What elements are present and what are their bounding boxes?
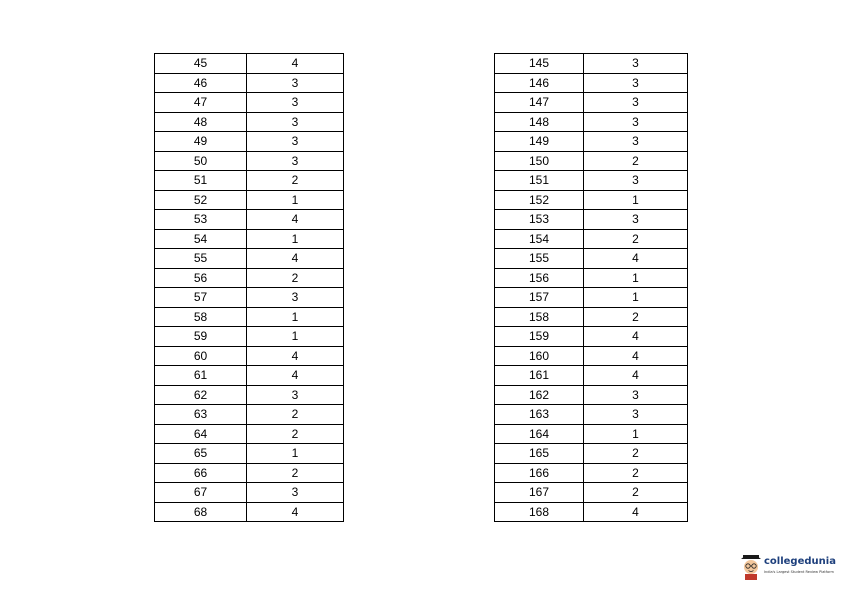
- table-row: [495, 93, 688, 113]
- question-number-cell: 165: [495, 444, 584, 464]
- answer-option-cell: 2: [584, 463, 688, 483]
- table-row: [495, 502, 688, 522]
- answer-option-cell: 4: [584, 502, 688, 522]
- question-number-cell: 47: [155, 93, 247, 113]
- table-row: [495, 190, 688, 210]
- answer-key-table-left: [154, 53, 344, 522]
- table-row: [155, 112, 344, 132]
- question-number-cell: 66: [155, 463, 247, 483]
- answer-option-cell: 3: [247, 385, 344, 405]
- answer-option-cell: 4: [584, 366, 688, 386]
- question-number-cell: 146: [495, 73, 584, 93]
- table-row: [155, 424, 344, 444]
- answer-option-cell: 3: [584, 405, 688, 425]
- question-number-cell: 64: [155, 424, 247, 444]
- question-number-cell: 162: [495, 385, 584, 405]
- question-number-cell: 149: [495, 132, 584, 152]
- table-row: [155, 366, 344, 386]
- table-row: [495, 132, 688, 152]
- question-number-cell: 54: [155, 229, 247, 249]
- question-number-cell: 152: [495, 190, 584, 210]
- answer-option-cell: 1: [247, 444, 344, 464]
- answer-option-cell: 2: [247, 268, 344, 288]
- table-row: [495, 327, 688, 347]
- answer-option-cell: 3: [584, 132, 688, 152]
- question-number-cell: 52: [155, 190, 247, 210]
- table-row: [495, 444, 688, 464]
- table-row: [155, 54, 344, 74]
- answer-option-cell: 3: [584, 54, 688, 74]
- table-row: [155, 444, 344, 464]
- answer-option-cell: 4: [247, 249, 344, 269]
- question-number-cell: 56: [155, 268, 247, 288]
- question-number-cell: 45: [155, 54, 247, 74]
- question-number-cell: 168: [495, 502, 584, 522]
- answer-option-cell: 3: [584, 93, 688, 113]
- question-number-cell: 156: [495, 268, 584, 288]
- question-number-cell: 60: [155, 346, 247, 366]
- answer-option-cell: 1: [584, 424, 688, 444]
- answer-option-cell: 2: [584, 229, 688, 249]
- answer-option-cell: 3: [584, 210, 688, 230]
- question-number-cell: 160: [495, 346, 584, 366]
- table-row: [155, 171, 344, 191]
- answer-option-cell: 3: [247, 288, 344, 308]
- table-row: [155, 405, 344, 425]
- question-number-cell: 153: [495, 210, 584, 230]
- table-row: [155, 385, 344, 405]
- answer-option-cell: 4: [247, 54, 344, 74]
- answer-option-cell: 1: [247, 327, 344, 347]
- question-number-cell: 50: [155, 151, 247, 171]
- answer-option-cell: 2: [247, 171, 344, 191]
- question-number-cell: 163: [495, 405, 584, 425]
- answer-option-cell: 4: [247, 366, 344, 386]
- answer-option-cell: 1: [584, 288, 688, 308]
- answer-key-table-right-body: [495, 54, 688, 522]
- answer-key-table-left-body: [155, 54, 344, 522]
- question-number-cell: 51: [155, 171, 247, 191]
- table-row: [155, 151, 344, 171]
- table-row: [155, 346, 344, 366]
- table-row: [495, 346, 688, 366]
- logo-tagline: India's Largest Student Review Platform: [764, 570, 834, 574]
- question-number-cell: 158: [495, 307, 584, 327]
- table-row: [155, 483, 344, 503]
- table-row: [495, 249, 688, 269]
- question-number-cell: 48: [155, 112, 247, 132]
- answer-option-cell: 2: [247, 463, 344, 483]
- question-number-cell: 154: [495, 229, 584, 249]
- question-number-cell: 65: [155, 444, 247, 464]
- question-number-cell: 58: [155, 307, 247, 327]
- question-number-cell: 161: [495, 366, 584, 386]
- table-row: [155, 288, 344, 308]
- answer-option-cell: 1: [247, 229, 344, 249]
- table-row: [495, 54, 688, 74]
- table-row: [155, 249, 344, 269]
- answer-option-cell: 3: [247, 73, 344, 93]
- table-row: [495, 483, 688, 503]
- table-row: [155, 327, 344, 347]
- table-row: [155, 307, 344, 327]
- question-number-cell: 63: [155, 405, 247, 425]
- question-number-cell: 68: [155, 502, 247, 522]
- answer-option-cell: 4: [247, 210, 344, 230]
- question-number-cell: 151: [495, 171, 584, 191]
- answer-key-table-right: [494, 53, 688, 522]
- table-row: [155, 132, 344, 152]
- answer-option-cell: 3: [584, 73, 688, 93]
- table-row: [495, 112, 688, 132]
- table-row: [155, 93, 344, 113]
- answer-option-cell: 3: [584, 385, 688, 405]
- table-row: [495, 385, 688, 405]
- answer-option-cell: 3: [247, 151, 344, 171]
- table-row: [155, 73, 344, 93]
- question-number-cell: 46: [155, 73, 247, 93]
- answer-option-cell: 1: [584, 268, 688, 288]
- table-row: [155, 502, 344, 522]
- answer-option-cell: 3: [247, 483, 344, 503]
- mascot-icon: [739, 553, 763, 581]
- answer-option-cell: 1: [584, 190, 688, 210]
- table-row: [495, 229, 688, 249]
- answer-option-cell: 4: [584, 249, 688, 269]
- collegedunia-logo: [739, 553, 839, 583]
- answer-option-cell: 4: [584, 327, 688, 347]
- question-number-cell: 53: [155, 210, 247, 230]
- answer-option-cell: 2: [584, 483, 688, 503]
- table-row: [495, 171, 688, 191]
- question-number-cell: 147: [495, 93, 584, 113]
- answer-option-cell: 4: [584, 346, 688, 366]
- question-number-cell: 59: [155, 327, 247, 347]
- question-number-cell: 148: [495, 112, 584, 132]
- table-row: [155, 268, 344, 288]
- table-row: [495, 366, 688, 386]
- answer-option-cell: 3: [584, 112, 688, 132]
- table-row: [495, 405, 688, 425]
- answer-option-cell: 3: [247, 93, 344, 113]
- table-row: [495, 463, 688, 483]
- table-row: [155, 210, 344, 230]
- question-number-cell: 159: [495, 327, 584, 347]
- answer-option-cell: 2: [247, 405, 344, 425]
- answer-option-cell: 1: [247, 307, 344, 327]
- table-row: [495, 73, 688, 93]
- table-row: [155, 190, 344, 210]
- question-number-cell: 67: [155, 483, 247, 503]
- answer-option-cell: 3: [247, 112, 344, 132]
- question-number-cell: 157: [495, 288, 584, 308]
- answer-option-cell: 4: [247, 346, 344, 366]
- table-row: [155, 229, 344, 249]
- question-number-cell: 145: [495, 54, 584, 74]
- table-row: [495, 268, 688, 288]
- answer-option-cell: 2: [584, 151, 688, 171]
- answer-option-cell: 3: [247, 132, 344, 152]
- answer-option-cell: 2: [584, 307, 688, 327]
- table-row: [155, 463, 344, 483]
- answer-option-cell: 2: [247, 424, 344, 444]
- answer-option-cell: 2: [584, 444, 688, 464]
- table-row: [495, 307, 688, 327]
- question-number-cell: 150: [495, 151, 584, 171]
- question-number-cell: 55: [155, 249, 247, 269]
- answer-option-cell: 1: [247, 190, 344, 210]
- table-row: [495, 288, 688, 308]
- question-number-cell: 164: [495, 424, 584, 444]
- question-number-cell: 62: [155, 385, 247, 405]
- logo-brand: collegedunia: [764, 556, 836, 567]
- table-row: [495, 210, 688, 230]
- question-number-cell: 61: [155, 366, 247, 386]
- table-row: [495, 424, 688, 444]
- question-number-cell: 166: [495, 463, 584, 483]
- table-row: [495, 151, 688, 171]
- answer-option-cell: 4: [247, 502, 344, 522]
- question-number-cell: 57: [155, 288, 247, 308]
- question-number-cell: 167: [495, 483, 584, 503]
- question-number-cell: 49: [155, 132, 247, 152]
- question-number-cell: 155: [495, 249, 584, 269]
- answer-option-cell: 3: [584, 171, 688, 191]
